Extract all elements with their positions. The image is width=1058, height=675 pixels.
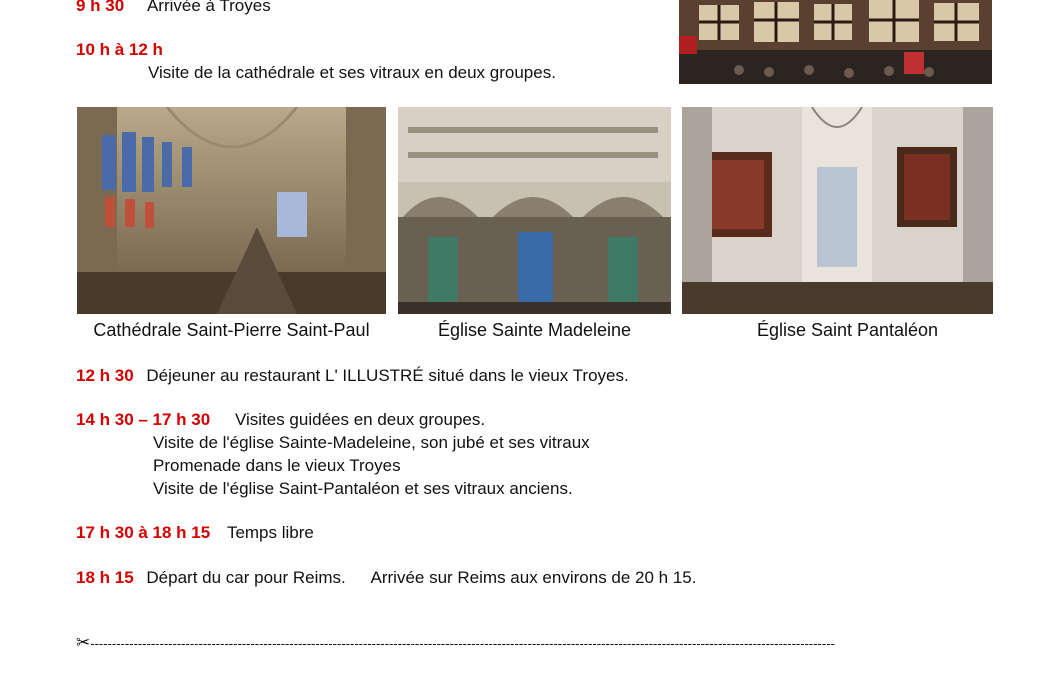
- caption-pantaleon: Église Saint Pantaléon: [756, 320, 939, 340]
- arrival-text: Arrivée à Troyes: [146, 0, 271, 15]
- schedule-row-departure: [76, 568, 697, 588]
- afternoon-item: Visite de l'église Saint-Pantaléon et ses vitraux anciens.: [153, 479, 573, 498]
- old-troyes-street-photo: [679, 0, 992, 84]
- pantaleon-photo: [682, 107, 993, 314]
- caption-cathedral: Cathédrale Saint-Pierre Saint-Paul: [93, 320, 370, 340]
- madeleine-photo: [398, 107, 671, 314]
- arrival-time: 9 h 30: [76, 0, 125, 15]
- arrival-reims-text: Arrivée sur Reims aux environs de 20 h 15.: [370, 568, 697, 587]
- cathedral-text: Visite de la cathédrale et ses vitraux en deux groupes.: [148, 63, 556, 82]
- schedule-row-afternoon: [76, 410, 485, 430]
- afternoon-text: Visites guidées en deux groupes.: [234, 410, 486, 429]
- cathedral-photo: [77, 107, 386, 314]
- departure-time: 18 h 15: [76, 568, 134, 587]
- lunch-time: 12 h 30: [76, 366, 134, 385]
- free-text: Temps libre: [226, 523, 314, 542]
- free-time: 17 h 30 à 18 h 15: [76, 523, 211, 542]
- schedule-row-free: [76, 523, 314, 543]
- cut-dashes: ----------------------------------------------------------------------------------------------------------------------------------------------------------------------------: [90, 636, 835, 651]
- afternoon-item: Visite de l'église Sainte-Madeleine, son jubé et ses vitraux: [153, 433, 590, 452]
- cathedral-time: 10 h à 12 h: [76, 40, 163, 59]
- schedule-row-lunch: [76, 366, 629, 386]
- afternoon-item: Promenade dans le vieux Troyes: [153, 456, 401, 475]
- afternoon-time: 14 h 30 – 17 h 30: [76, 410, 211, 429]
- lunch-text: Déjeuner au restaurant L' ILLUSTRÉ situé dans le vieux Troyes.: [146, 366, 629, 385]
- schedule-row-arrival: [76, 0, 271, 16]
- caption-madeleine: Église Sainte Madeleine: [437, 320, 632, 340]
- departure-text: Départ du car pour Reims.: [146, 568, 346, 587]
- scissors-icon: ✂: [76, 633, 91, 652]
- cut-line: [76, 633, 991, 653]
